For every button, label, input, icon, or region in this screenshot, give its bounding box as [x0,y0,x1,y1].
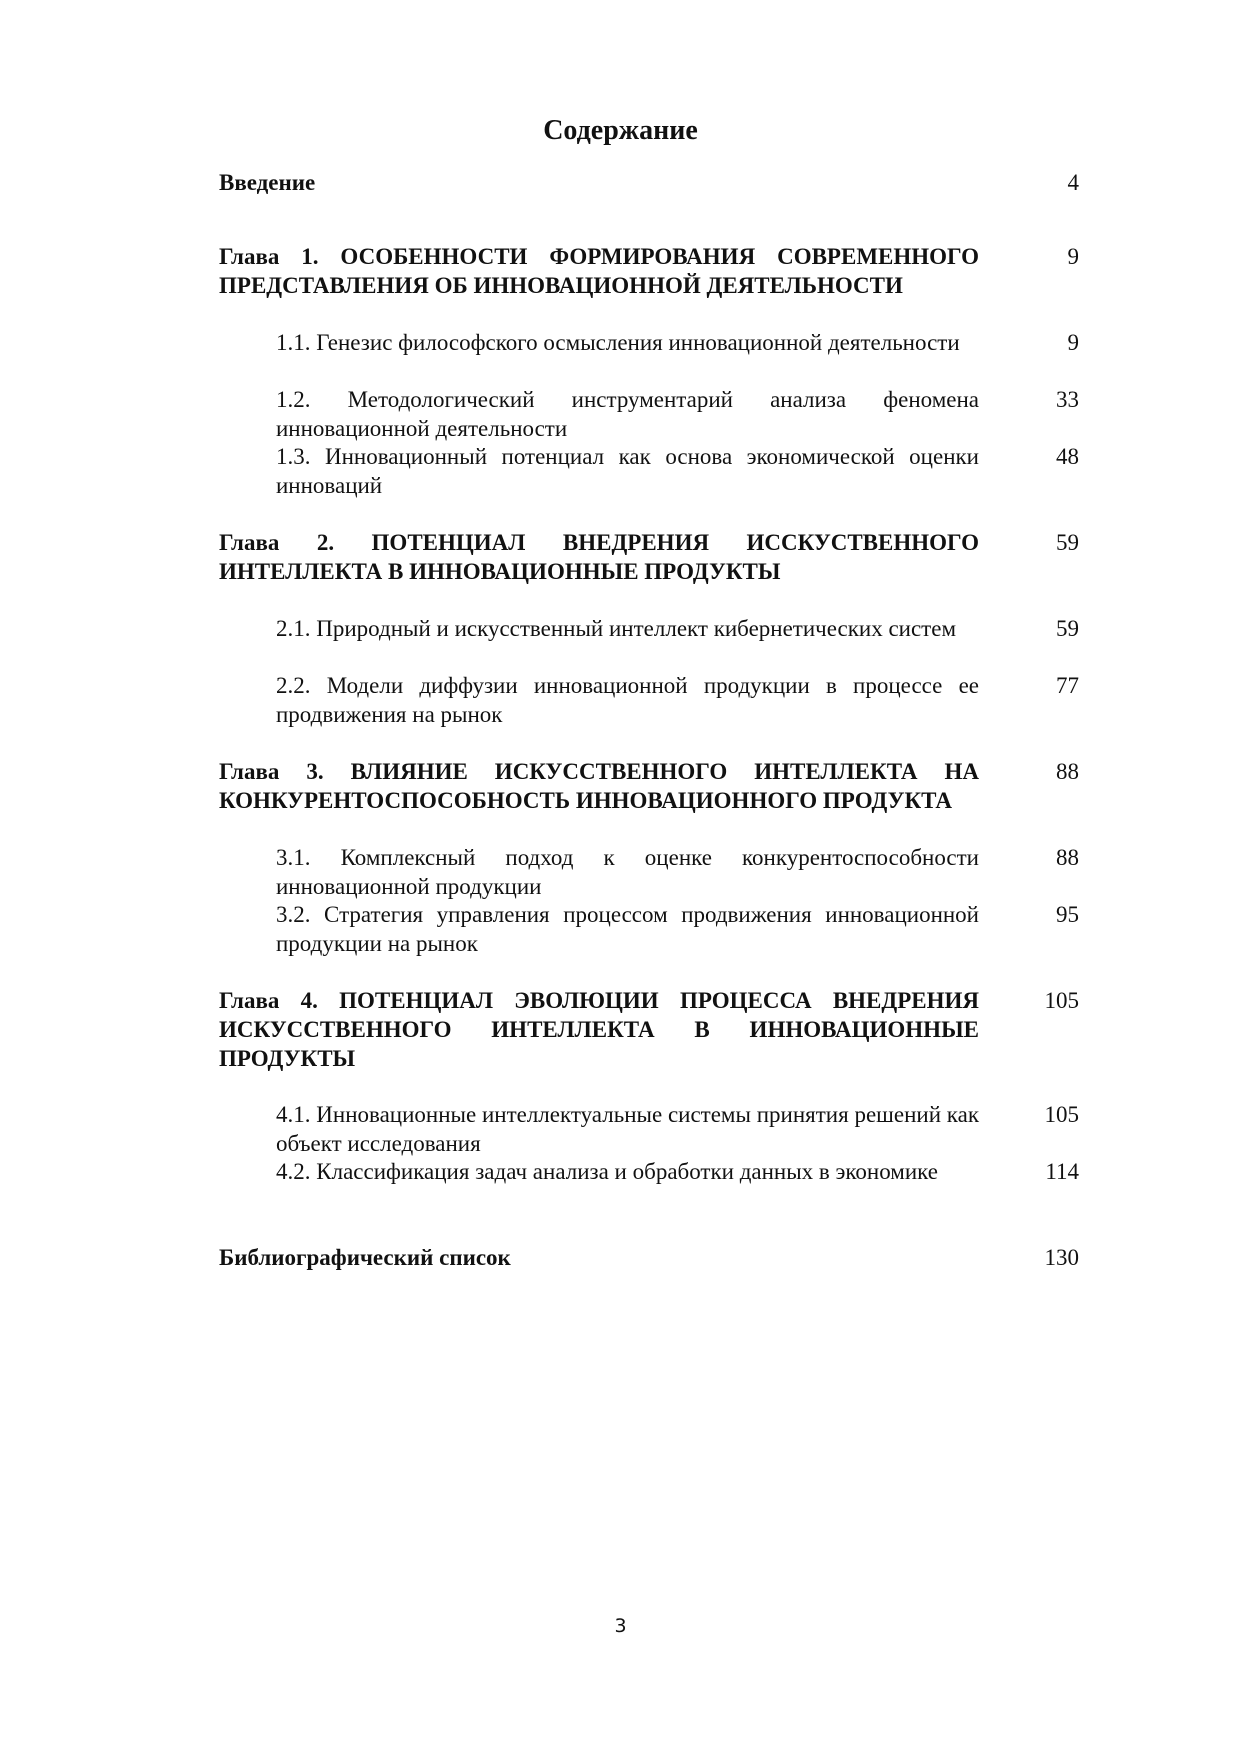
toc-entry-text: 3.2. Стратегия управления процессом продвижения инновационной продукции на рынок [276,902,979,956]
toc-entry-text: 2.1. Природный и искусственный интеллект кибернетических систем [276,616,956,641]
toc-entry-page: 114 [1045,1159,1079,1184]
toc-entry-page: 48 [1056,444,1079,469]
toc-entry-page: 130 [1044,1245,1079,1270]
page-number: 3 [614,1615,627,1637]
toc-entry-text: 1.2. Методологический инструментарий анализа феномена инновационной деятельности [276,387,979,441]
toc-entry-page: 105 [1044,1102,1079,1127]
toc-entry-page: 59 [1056,530,1079,555]
toc-entry-page: 105 [1044,988,1079,1013]
toc-entry-page: 95 [1056,902,1079,927]
toc-entry-text: Библиографический список [219,1245,511,1270]
toc-entry-text: Глава 2. ПОТЕНЦИАЛ ВНЕДРЕНИЯ ИССКУСТВЕННОГО ИНТЕЛЛЕКТА В ИННОВАЦИОННЫЕ ПРОДУКТЫ [219,530,979,584]
toc-entry-text: 1.3. Инновационный потенциал как основа экономической оценки инноваций [276,444,979,498]
page-title: Содержание [543,115,698,146]
toc-entry-text: Глава 3. ВЛИЯНИЕ ИСКУССТВЕННОГО ИНТЕЛЛЕКТА НА КОНКУРЕНТОСПОСОБНОСТЬ ИННОВАЦИОННОГО ПРОДУКТА [219,759,979,813]
toc-entry-page: 33 [1056,387,1079,412]
toc-entry-page: 77 [1056,673,1079,698]
toc-entry-page: 4 [1067,170,1079,195]
toc-entry-page: 59 [1056,616,1079,641]
toc-entry-text: Глава 4. ПОТЕНЦИАЛ ЭВОЛЮЦИИ ПРОЦЕССА ВНЕДРЕНИЯ ИСКУССТВЕННОГО ИНТЕЛЛЕКТА В ИННОВАЦИОННЫЕ ПРОДУКТЫ [219,988,979,1071]
toc-entry-text: 4.1. Инновационные интеллектуальные системы принятия решений как объект исследования [276,1102,979,1156]
toc-entry-page: 88 [1056,845,1079,870]
toc-entry-text: 3.1. Комплексный подход к оценке конкурентоспособности инновационной продукции [276,845,979,899]
toc-entry-text: 4.2. Классификация задач анализа и обработки данных в экономике [276,1159,938,1184]
toc-entry-page: 9 [1067,330,1079,355]
toc-entry-text: 1.1. Генезис философского осмысления инновационной деятельности [276,330,960,355]
toc-entry-text: Глава 1. ОСОБЕННОСТИ ФОРМИРОВАНИЯ СОВРЕМЕННОГО ПРЕДСТАВЛЕНИЯ ОБ ИННОВАЦИОННОЙ ДЕЯТЕЛЬНОСТИ [219,244,979,298]
toc-entry-page: 88 [1056,759,1079,784]
toc-entry-text: Введение [219,170,316,195]
toc-entry-text: 2.2. Модели диффузии инновационной продукции в процессе ее продвижения на рынок [276,673,979,727]
toc-entry-page: 9 [1067,244,1079,269]
